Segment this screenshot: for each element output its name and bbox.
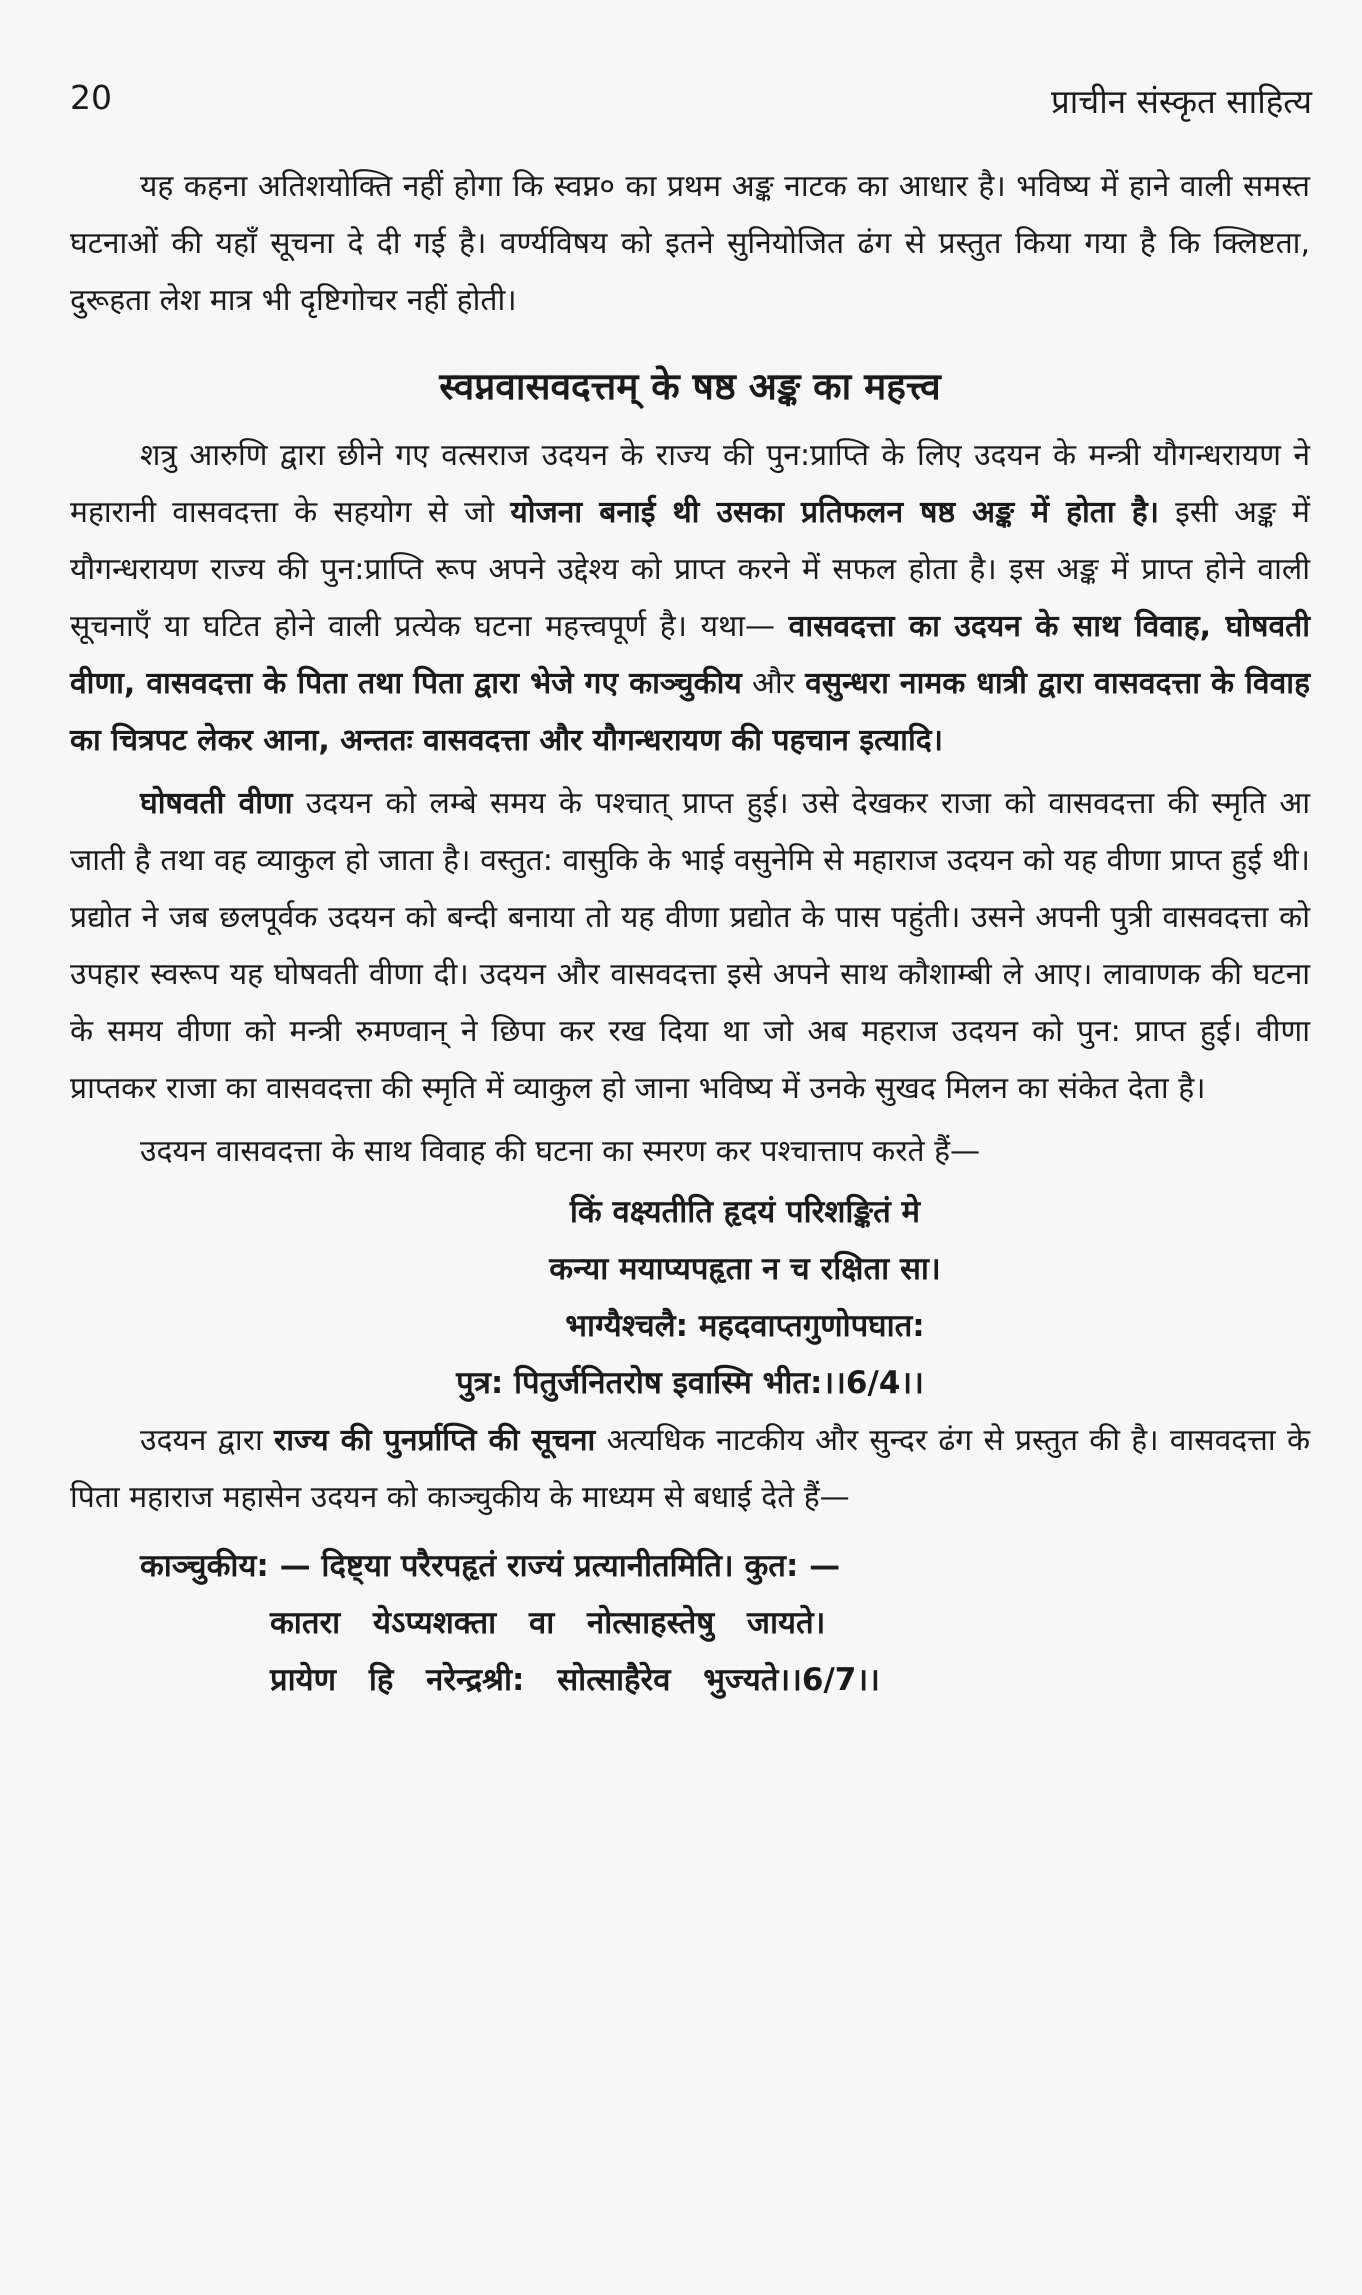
para3-bold-1: घोषवती वीणा (140, 786, 293, 821)
paragraph-1: यह कहना अतिशयोक्ति नहीं होगा कि स्वप्न० का प्रथम अङ्क नाटक का आधार है। भविष्य में हाने वाली समस्त घटनाओं की यहाँ सूचना दे दी गई है। वर्ण्यविषय को इतने सुनियोजित ढंग से प्रस्तुत किया गया है कि क्लिष्टता, दुरूहता लेश मात्र भी दृष्टिगोचर नहीं होती। (70, 169, 1310, 318)
para3-text-1: उदयन को लम्बे समय के पश्चात् प्राप्त हुई। उसे देखकर राजा को वासवदत्ता की स्मृति आ जाती है तथा वह व्याकुल हो जाता है। वस्तुत: वासुकि के भाई वसुनेमि से महाराज उदयन को यह वीणा प्राप्त हुई थी। प्रद्योत ने जब छलपूर्वक उदयन को बन्दी बनाया तो यह वीणा प्रद्योत के पास पहुंती। उसने अपनी पुत्री वासवदत्ता को उपहार स्वरूप यह घोषवती वीणा दी। उदयन और वासवदत्ता इसे अपने साथ कौशाम्बी ले आए। लावाणक की घटना के समय वीणा को मन्त्री रुमण्वान् ने छिपा कर रख दिया था जो अब महराज उदयन को पुन: प्राप्त हुई। वीणा प्राप्तकर राजा का वासवदत्ता की स्मृति में व्याकुल हो जाना भविष्य में उनके सुखद मिलन का संकेत देता है। (70, 786, 1310, 1106)
paragraph-3 (70, 775, 1310, 1117)
paragraph-4 (70, 1412, 1310, 1526)
para4-text-2: अत्यधिक नाटकीय और सुन्दर ढंग से प्रस्तुत की है। वासवदत्ता के पिता महाराज महासेन उदयन को काञ्चुकीय के माध्यम से बधाई देते हैं— (70, 1423, 1310, 1515)
verse-line: पुत्र: पितुर्जनितरोष इवास्मि भीत:।।6/4।। (456, 1365, 924, 1401)
para2-bold-2: वासवदत्ता का उदयन के साथ विवाह, घोषवती वीणा, वासवदत्ता के पिता तथा पिता द्वारा भेजे गए काञ्चुकीय (70, 609, 1310, 701)
verse-line: किं वक्ष्यतीति हृदयं परिशङ्कितं मे (569, 1194, 921, 1230)
verse-line: प्रायेण हि नरेन्द्रश्री: सोत्साहैरेव भुज्यते।।6/7।। (270, 1662, 880, 1698)
section-heading: स्वप्नवासवदत्तम् के षष्ठ अङ्क का महत्त्व (439, 365, 941, 408)
para2-bold-3: वसुन्धरा नामक धात्री द्वारा वासवदत्ता के विवाह का चित्रपट लेकर आना, अन्ततः वासवदत्ता और यौगन्धरायण की पहचान इत्यादि। (70, 666, 1310, 758)
para2-text-1: शत्रु आरुणि द्वारा छीने गए वत्सराज उदयन के राज्य की पुन:प्राप्ति के लिए उदयन के मन्त्री यौगन्धरायण ने महारानी वासवदत्ता के सहयोग से जो (70, 438, 1310, 530)
paragraph-2 (70, 427, 1310, 769)
dialogue-line: काञ्चुकीय: — दिष्ट्या परैरपहृतं राज्यं प्रत्यानीतमिति। कुत: — (140, 1548, 841, 1584)
page-body (70, 158, 1310, 1709)
verse-line: भाग्यैश्चलै: महदवाप्तगुणोपघात: (565, 1308, 925, 1344)
verse-line: कातरा येऽप्यशक्ता वा नोत्साहस्तेषु जायते। (270, 1605, 826, 1641)
verse-intro: उदयन वासवदत्ता के साथ विवाह की घटना का स्मरण कर पश्चात्ताप करते हैं— (140, 1134, 981, 1169)
page-number: 20 (70, 78, 112, 117)
para2-bold-1: योजना बनाई थी उसका प्रतिफलन षष्ठ अङ्क में होता है। (510, 495, 1159, 530)
para4-bold-1: राज्य की पुनर्प्राप्ति की सूचना (274, 1423, 596, 1458)
running-title: प्राचीन संस्कृत साहित्य (1050, 82, 1312, 121)
verse-6-7 (70, 1595, 1310, 1709)
para2-text-3: और (741, 666, 806, 701)
verse-line: कन्या मयाप्यपहृता न च रक्षिता सा। (549, 1251, 941, 1287)
para4-text-1: उदयन द्वारा (140, 1423, 275, 1458)
page-header (70, 78, 1312, 128)
verse-6-4 (70, 1184, 1310, 1412)
para2-text-2: इसी अङ्क में यौगन्धरायण राज्य की पुन:प्राप्ति रूप अपने उद्देश्य को प्राप्त करने में सफल होता है। इस अङ्क में प्राप्त होने वाली सूचनाएँ या घटित होने वाली प्रत्येक घटना महत्त्वपूर्ण है। यथा— (70, 495, 1311, 644)
